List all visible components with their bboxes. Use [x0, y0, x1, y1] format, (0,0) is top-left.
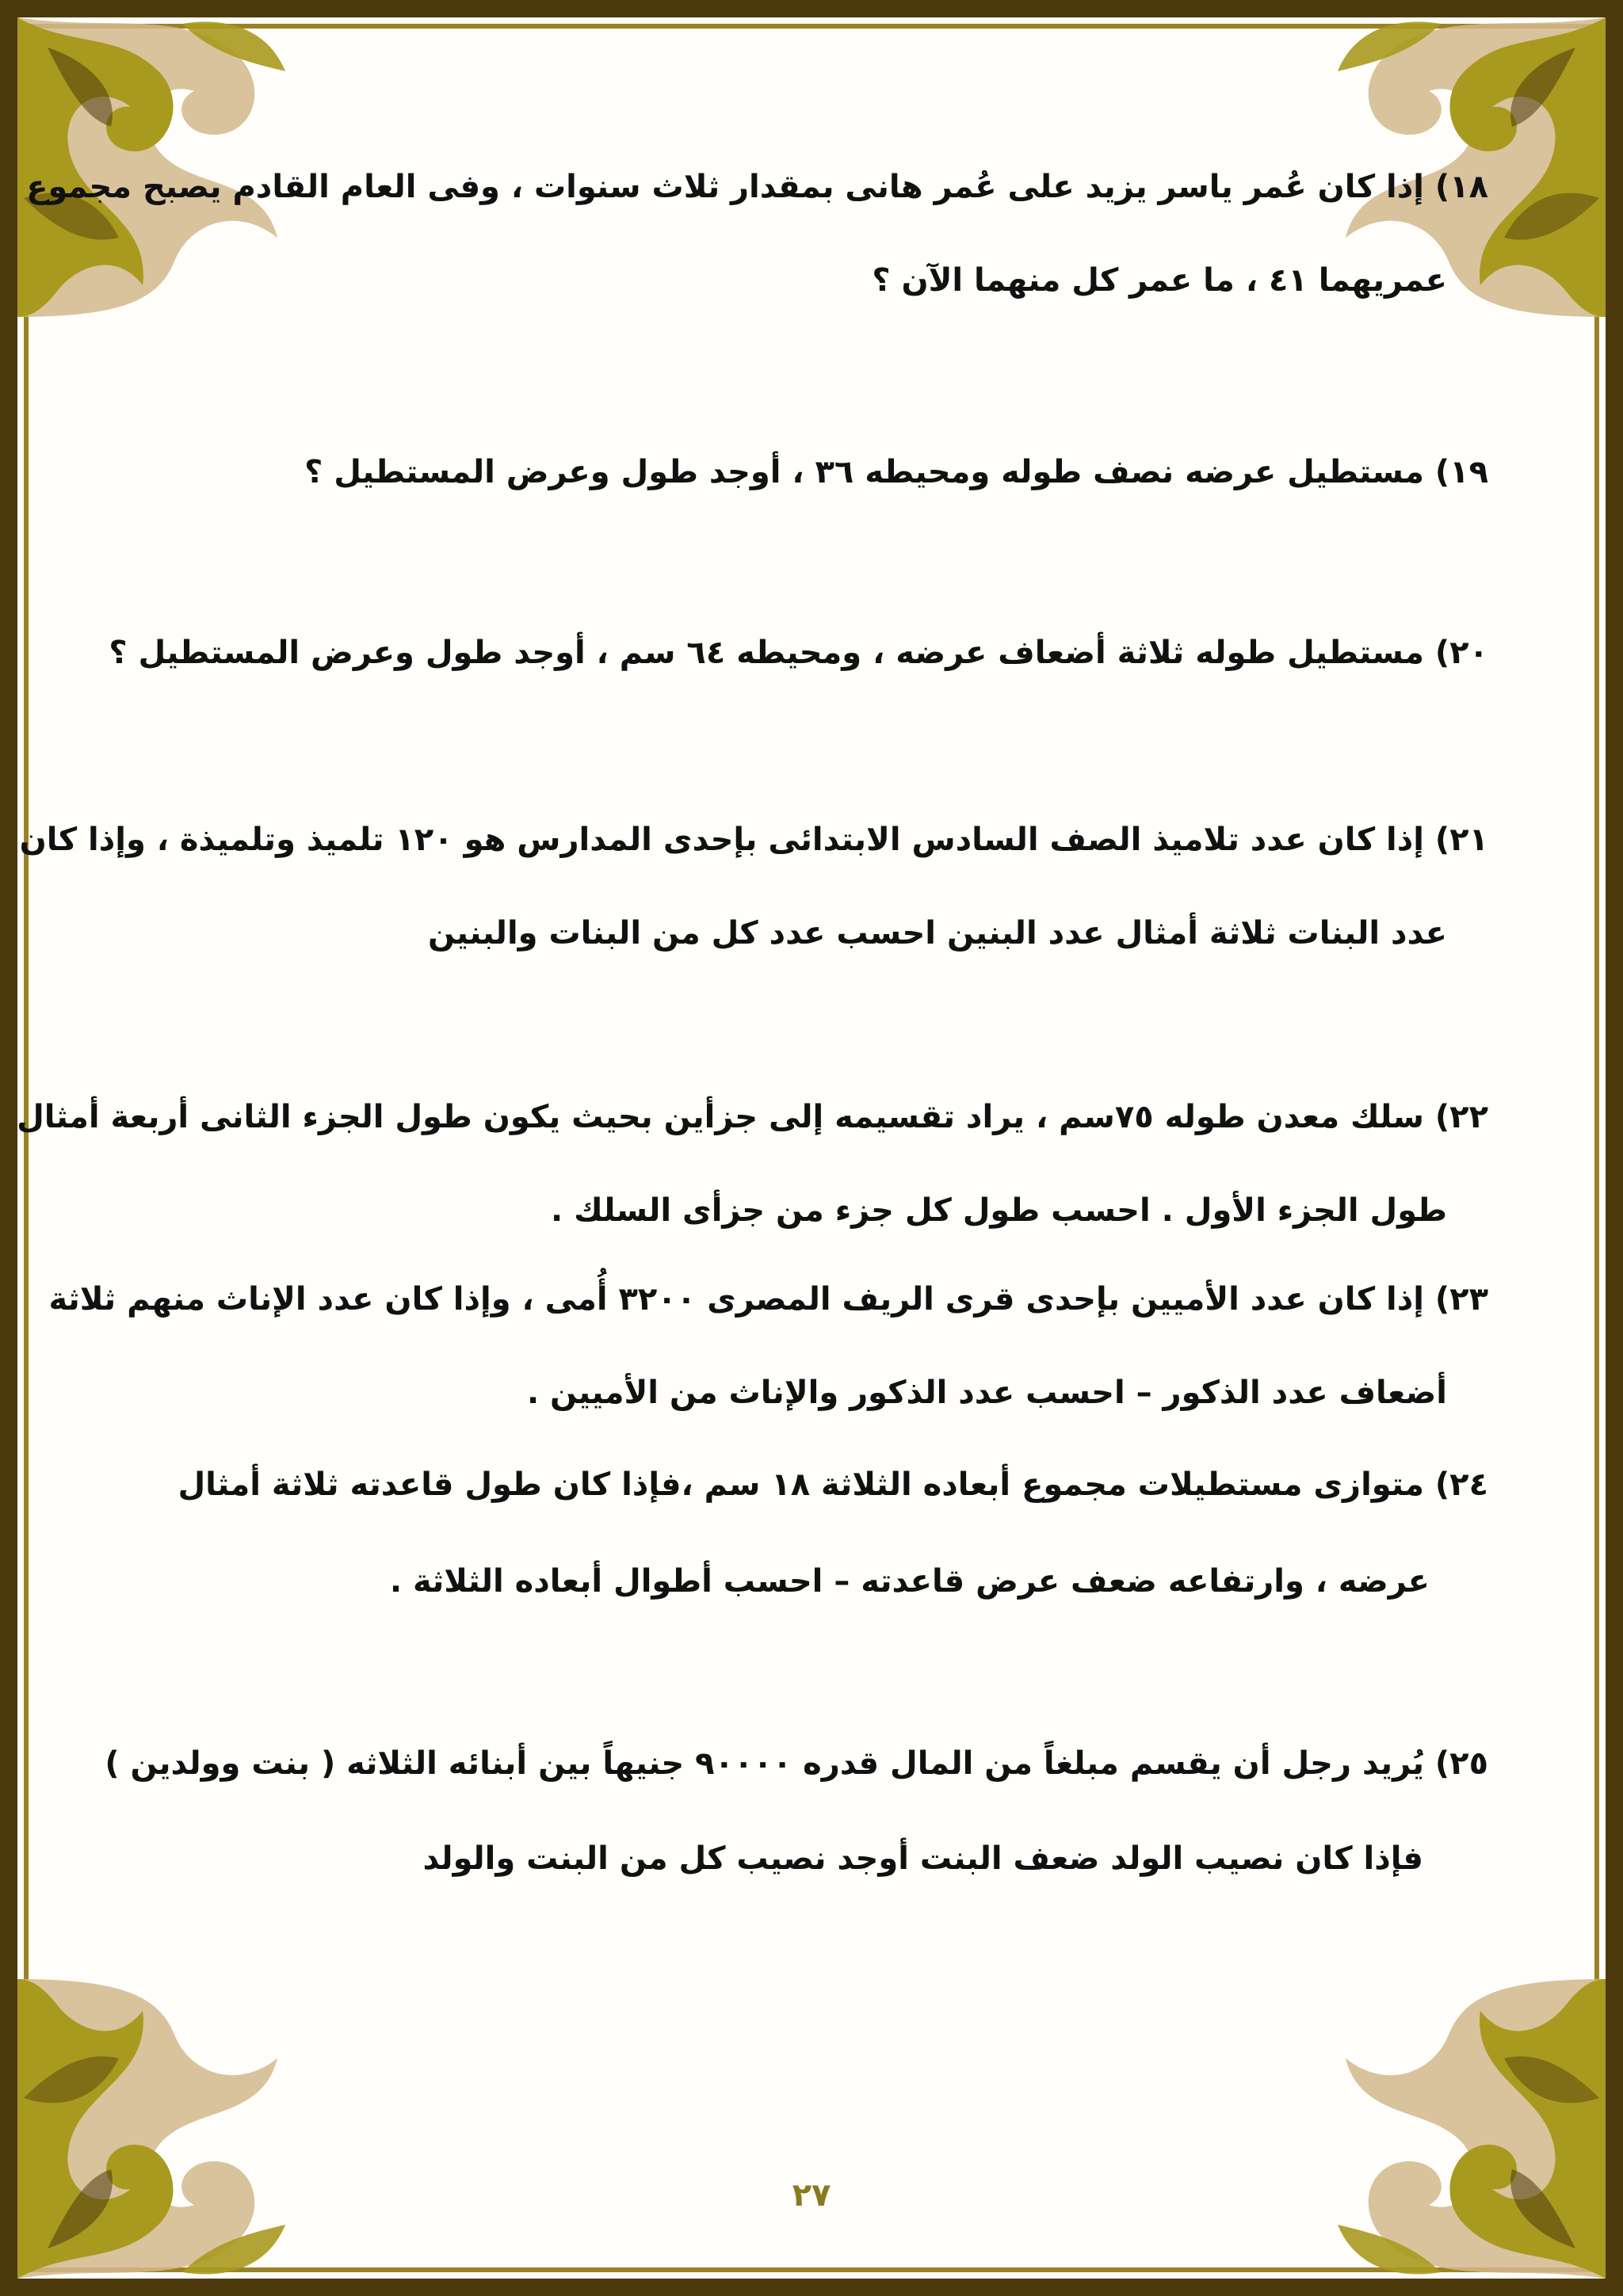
page-number: ٢٧ [792, 2177, 831, 2214]
problem-19-line-1: ١٩) مستطيل عرضه نصف طوله ومحيطه ٣٦ ، أوجد طول وعرض المستطيل ؟ [304, 454, 1488, 490]
problem-25-line-1: ٢٥) يُريد رجل أن يقسم مبلغاً من المال قدره ٩٠٠٠٠ جنيهاً بين أبنائه الثلاثه ( بنت وولدين ) [105, 1745, 1488, 1782]
problem-20-line-1: ٢٠) مستطيل طوله ثلاثة أضعاف عرضه ، ومحيطه ٦٤ سم ، أوجد طول وعرض المستطيل ؟ [109, 635, 1488, 671]
problem-18-line-2: عمريهما ٤١ ، ما عمر كل منهما الآن ؟ [872, 262, 1447, 299]
problem-24-line-1: ٢٤) متوازى مستطيلات مجموع أبعاده الثلاثة ١٨ سم ،فإذا كان طول قاعدته ثلاثة أمثال [178, 1466, 1488, 1503]
corner-ornament-bottom-right [1322, 1963, 1623, 2296]
problem-22-line-2: طول الجزء الأول . احسب طول كل جزء من جزأى السلك . [550, 1192, 1447, 1229]
problem-23-line-1: ٢٣) إذا كان عدد الأميين بإحدى قرى الريف المصرى ٣٢٠٠ أُمى ، وإذا كان عدد الإناث منهم ثلاثة [48, 1281, 1488, 1318]
problem-25-line-2: فإذا كان نصيب الولد ضعف البنت أوجد نصيب كل من البنت والولد [422, 1840, 1423, 1877]
corner-ornament-bottom-left [0, 1963, 301, 2296]
problem-21-line-1: ٢١) إذا كان عدد تلاميذ الصف السادس الابتدائى بإحدى المدارس هو ١٢٠ تلميذ وتلميذة ، وإذا كان [19, 822, 1488, 858]
problem-22-line-1: ٢٢) سلك معدن طوله ٧٥سم ، يراد تقسيمه إلى جزأين بحيث يكون طول الجزء الثانى أربعة أمثال [17, 1099, 1488, 1135]
problem-21-line-2: عدد البنات ثلاثة أمثال عدد البنين احسب عدد كل من البنات والبنين [427, 915, 1447, 952]
problem-23-line-2: أضعاف عدد الذكور – احسب عدد الذكور والإناث من الأميين . [526, 1375, 1447, 1411]
problem-24-line-2: عرضه ، وارتفاعه ضعف عرض قاعدته – احسب أطوال أبعاده الثلاثة . [389, 1563, 1430, 1600]
page-border-inner [24, 24, 1599, 2272]
problem-18-line-1: ١٨) إذا كان عُمر ياسر يزيد على عُمر هانى بمقدار ثلاث سنوات ، وفى العام القادم يصبح مجموع [26, 169, 1488, 205]
